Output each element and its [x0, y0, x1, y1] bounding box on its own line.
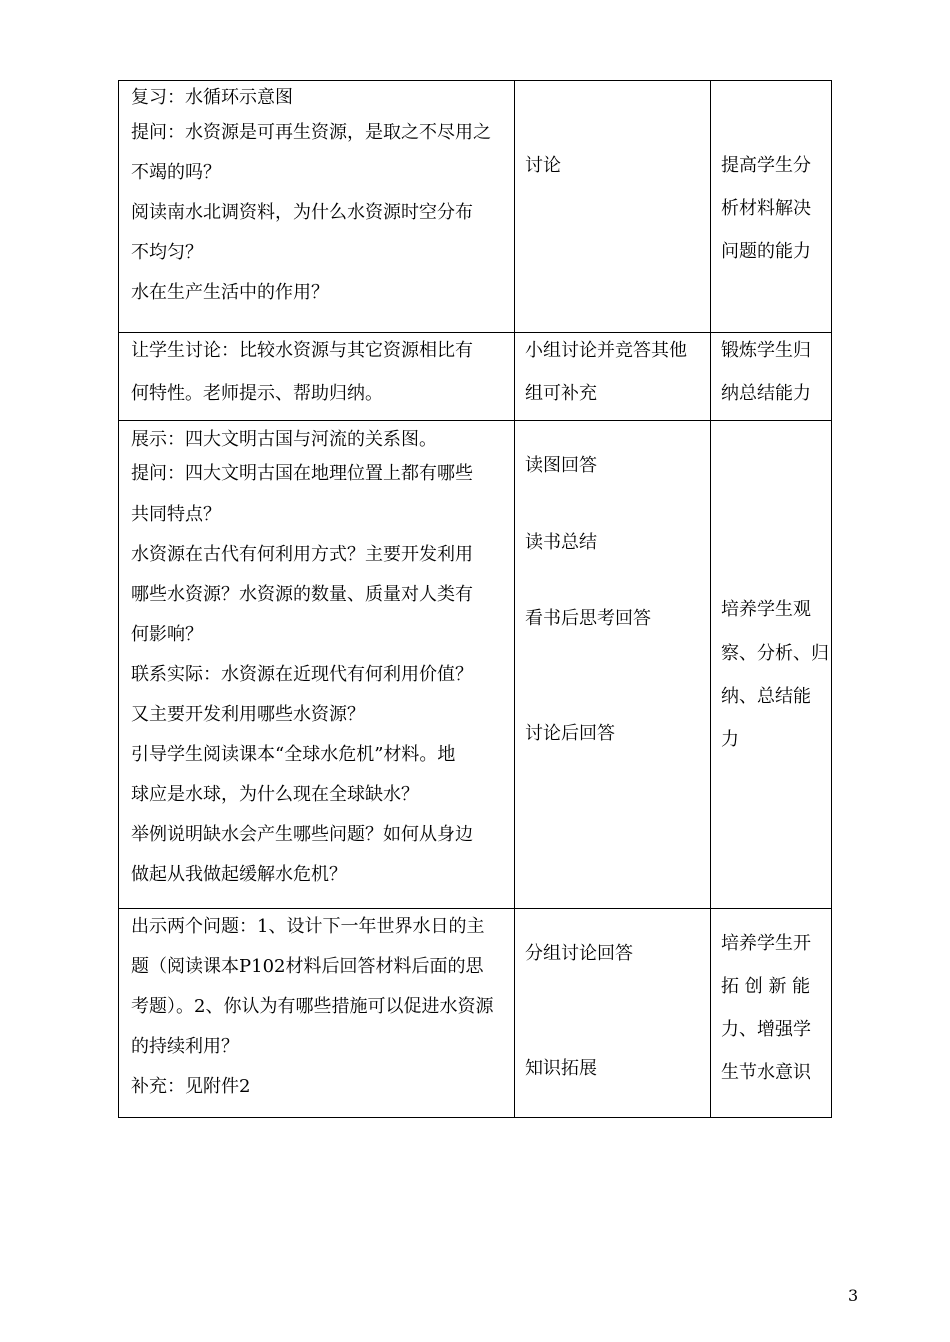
table-row [119, 81, 832, 333]
student-activity-cell [515, 421, 711, 908]
cell-line: 做起从我做起缓解水危机？ [131, 864, 347, 885]
cell-line: 提问：四大文明古国在地理位置上都有哪些 [131, 463, 473, 484]
lesson-table [118, 80, 832, 1118]
cell-line: 读书总结 [525, 532, 597, 553]
cell-line: 培养学生开 [721, 933, 811, 954]
cell-line: 看书后思考回答 [525, 608, 651, 629]
cell-line: 小组讨论并竞答其他 [525, 340, 687, 361]
cell-line: 的持续利用？ [131, 1036, 239, 1057]
cell-line: 联系实际：水资源在近现代有何利用价值？ [131, 664, 473, 685]
cell-line: 读图回答 [525, 455, 597, 476]
cell-line: 拓 创 新 能 [721, 976, 811, 997]
table-row [119, 909, 832, 1118]
student-activity-cell [515, 909, 711, 1117]
teacher-activity-cell [119, 421, 515, 908]
design-intent-cell [711, 909, 832, 1117]
cell-line: 纳、总结能 [721, 686, 811, 707]
cell-line: 讨论 [525, 155, 561, 176]
cell-line: 补充：见附件2 [131, 1076, 251, 1097]
cell-line: 何影响？ [131, 624, 203, 645]
cell-line: 问题的能力 [721, 241, 811, 262]
cell-line: 引导学生阅读课本“全球水危机”材料。地 [131, 744, 456, 765]
page-number: 3 [848, 1286, 859, 1305]
cell-line: 提问：水资源是可再生资源，是取之不尽用之 [131, 122, 491, 143]
cell-line: 察、分析、归 [721, 643, 829, 664]
cell-line: 不均匀？ [131, 242, 203, 263]
teacher-activity-cell [119, 909, 515, 1117]
cell-line: 共同特点？ [131, 504, 221, 525]
cell-line: 力 [721, 729, 739, 750]
cell-line: 复习：水循环示意图 [131, 87, 293, 108]
table-row [119, 333, 832, 421]
cell-line: 提高学生分 [721, 155, 811, 176]
cell-line: 考题）。2、你认为有哪些措施可以促进水资源 [131, 996, 494, 1017]
cell-line: 水资源在古代有何利用方式？主要开发利用 [131, 544, 473, 565]
cell-line: 培养学生观 [721, 599, 811, 620]
cell-line: 球应是水球，为什么现在全球缺水？ [131, 784, 419, 805]
student-activity-cell [515, 333, 711, 420]
teacher-activity-cell [119, 81, 515, 332]
cell-line: 组可补充 [525, 383, 597, 404]
cell-line: 阅读南水北调资料，为什么水资源时空分布 [131, 202, 473, 223]
cell-line: 出示两个问题：1、设计下一年世界水日的主 [131, 916, 485, 937]
cell-line: 哪些水资源？水资源的数量、质量对人类有 [131, 584, 473, 605]
cell-line: 不竭的吗？ [131, 162, 221, 183]
design-intent-cell [711, 81, 832, 332]
cell-line: 何特性。老师提示、帮助归纳。 [131, 383, 383, 404]
design-intent-cell [711, 333, 832, 420]
cell-line: 力、增强学 [721, 1019, 811, 1040]
cell-line: 分组讨论回答 [525, 943, 633, 964]
cell-line: 举例说明缺水会产生哪些问题？如何从身边 [131, 824, 473, 845]
cell-line: 析材料解决 [721, 198, 811, 219]
teacher-activity-cell [119, 333, 515, 420]
cell-line: 纳总结能力 [721, 383, 811, 404]
student-activity-cell [515, 81, 711, 332]
cell-line: 又主要开发利用哪些水资源？ [131, 704, 365, 725]
cell-line: 展示：四大文明古国与河流的关系图。 [131, 429, 437, 450]
cell-line: 水在生产生活中的作用？ [131, 282, 329, 303]
table-row [119, 421, 832, 909]
design-intent-cell [711, 421, 832, 908]
cell-line: 知识拓展 [525, 1058, 597, 1079]
cell-line: 锻炼学生归 [721, 340, 811, 361]
cell-line: 让学生讨论：比较水资源与其它资源相比有 [131, 340, 473, 361]
cell-line: 题（阅读课本P102材料后回答材料后面的思 [131, 956, 484, 977]
cell-line: 生节水意识 [721, 1062, 811, 1083]
cell-line: 讨论后回答 [525, 723, 615, 744]
